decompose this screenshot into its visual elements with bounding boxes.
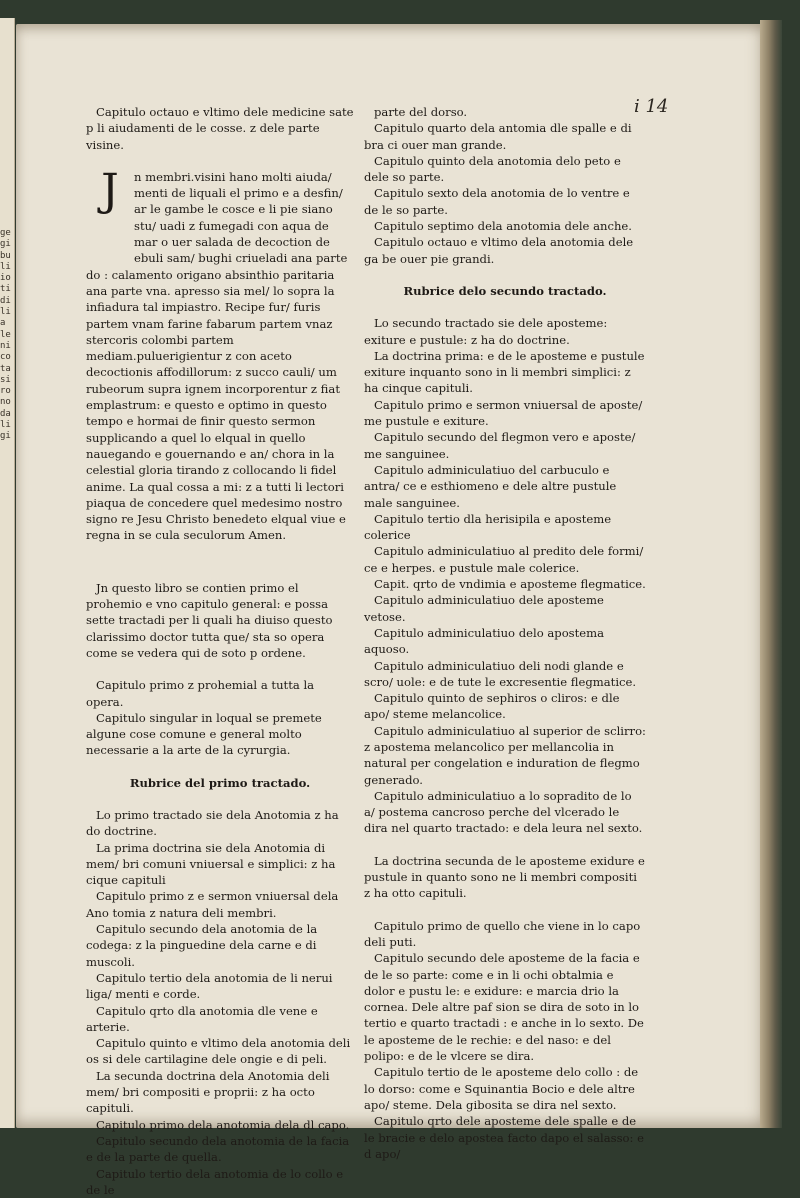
previous-page-fragment: bu bbox=[0, 250, 11, 261]
chapter-entry: Capitulo octauo e vltimo dele medicine sate p li aiudamenti de le cosse. z dele parte visine. bbox=[86, 105, 354, 152]
chapter-entry: La prima doctrina sie dela Anotomia di mem/ bri comuni vniuersal e simplici: z ha cique capituli bbox=[86, 840, 336, 888]
column-spacer bbox=[364, 299, 646, 315]
chapter-entry: Lo primo tractado sie dela Anotomia z ha do doctrine. bbox=[86, 807, 339, 839]
previous-page-fragment: ta bbox=[0, 363, 11, 374]
chapter-entry: Capitulo adminiculatiuo dele aposteme vetose. bbox=[364, 593, 604, 624]
chapter-entry: Lo secundo tractado sie dele aposteme: exiture e pustule: z ha do doctrine. bbox=[364, 316, 608, 347]
previous-page-fragment: ti bbox=[0, 284, 11, 295]
chapter-entry: Capitulo tertio dela anotomia de li nerui liga/ menti e corde. bbox=[86, 970, 333, 1002]
chapter-entry: Capitulo primo z e sermon vniuersal dela Ano tomia z natura deli membri. bbox=[86, 889, 339, 920]
chapter-entry: Capitulo qrto dele aposteme dele spalle e de le bracie e delo apostea facto dapo el salasso: e d apo/ bbox=[364, 1114, 644, 1161]
previous-page-fragment: ge bbox=[0, 228, 11, 238]
previous-page-fragment: li bbox=[0, 261, 11, 272]
chapter-entry: Capitulo secundo dela anotomia de la facia e de la parte de quella. bbox=[86, 1133, 350, 1165]
right-text-column bbox=[364, 104, 646, 1162]
column-spacer bbox=[364, 267, 646, 283]
chapter-entry: Capitulo adminiculatiuo deli nodi glande e scro/ uole: e de tute le excresentie flegmatice. bbox=[364, 658, 637, 689]
previous-page-fragment: io bbox=[0, 273, 11, 284]
chapter-entry: Capitulo quinto dela anotomia delo peto e dele so parte. bbox=[364, 153, 621, 185]
chapter-entry: Capitulo adminiculatiuo al superior de sclirro: z apostema melancolico per mellancolia in natural per congelation e induration de flegmo generado. bbox=[364, 723, 646, 787]
chapter-entry: Capitulo primo dela anotomia dela dl capo. bbox=[96, 1117, 350, 1132]
chapter-entry: Capit. qrto de vndimia e aposteme flegmatice. bbox=[374, 577, 646, 592]
decorated-initial: J bbox=[101, 164, 119, 216]
column-spacer bbox=[86, 759, 354, 775]
section-heading: Rubrice delo secundo tractado. bbox=[403, 283, 607, 298]
previous-page-fragment: ro bbox=[0, 386, 11, 397]
paragraph: Jn questo libro se contien primo el prohemio e vno capitulo general: e possa sette tractadi per li quali ha diuiso questo clarissimo doctor tutta que/ sta so opera come se vedera qui de soto p ordene. bbox=[86, 580, 333, 660]
chapter-entry: Capitulo primo de quello che viene in lo capo deli puti. bbox=[364, 918, 641, 949]
chapter-entry: Capitulo secundo dele aposteme de la facia e de le so parte: come e in li ochi obtalmia e dolor e pustu le: e exidure: e marcia drio la cornea. Dele altre paf sion se dira de soto in lo tertio e quarto tractadi : e anche in lo sexto. De le aposteme de le rechie: e del naso: e del polipo: e de le vlcere se dira. bbox=[364, 951, 644, 1064]
chapter-entry: Capitulo quinto de sephiros o cliros: e dle apo/ steme melancolice. bbox=[364, 691, 620, 722]
previous-page-fragment: co bbox=[0, 352, 11, 363]
chapter-entry: Capitulo adminiculatiuo delo apostema aquoso. bbox=[364, 625, 605, 657]
chapter-entry: Capitulo tertio dla herisipila e aposteme colerice bbox=[364, 511, 612, 543]
page-edge-shadow bbox=[760, 20, 782, 1128]
column-spacer bbox=[364, 902, 646, 918]
previous-page-fragment: li bbox=[0, 420, 11, 431]
chapter-entry: La doctrina prima: e de le aposteme e pustule exiture inquanto sono in li membri simplici: z ha cinque capituli. bbox=[364, 348, 645, 396]
previous-page-fragment: ni bbox=[0, 340, 11, 351]
section-heading: Rubrice del primo tractado. bbox=[129, 775, 311, 790]
chapter-entry: Capitulo adminiculatiuo al predito dele formi/ ce e herpes. e pustule male colerice. bbox=[364, 544, 644, 575]
previous-page-fragment: da bbox=[0, 408, 11, 419]
folio-number: i 14 bbox=[634, 96, 669, 117]
chapter-entry: Capitulo secundo dela anotomia de la codega: z la pinguedine dela carne e di muscoli. bbox=[86, 922, 318, 969]
chapter-entry: Capitulo adminiculatiuo a lo sopradito de lo a/ postema cancroso perche del vlcerado le dira nel quarto tractado: e dela leura nel sexto. bbox=[364, 788, 643, 836]
previous-page-fragment: di bbox=[0, 295, 11, 306]
chapter-entry: Capitulo primo e sermon vniuersal de aposte/ me pustule e exiture. bbox=[364, 397, 643, 429]
previous-page-fragment: gi bbox=[0, 431, 11, 442]
chapter-entry: Capitulo primo z prohemial a tutta la opera. bbox=[86, 678, 315, 709]
previous-page-fragment: si bbox=[0, 374, 11, 385]
chapter-entry: Capitulo quinto e vltimo dela anotomia deli os si dele cartilagine dele ongie e di peli. bbox=[86, 1036, 351, 1067]
previous-page-fragments bbox=[0, 228, 12, 443]
paragraph-text: n membri.visini hano molti aiuda/ menti de liquali el primo e a desfin/ ar le gambe le cosce e li pie siano stu/ uadi z fumegadi con aqua de mar o uer salada de decoction de ebuli sam/ bughi criueladi ana parte do : calamento origano absinthio paritaria ana parte vna. apresso sia mel/ lo sopra la infiadura tal impiastro. Recipe fur/ furis partem vnam farine fabarum partem vnaz stercoris colombi partem mediam.puluerigientur z con aceto decoctionis affodillorum: z succo cauli/ um rubeorum supra ignem incorporentur z fiat emplastrum: e questo e optimo in questo tempo e hormai de finir questo sermon supplicando a quel lo elqual in quello nauegando e gouernando e an/ chora in la celestial gloria tirando z collocando li fidel anime. La qual cossa a mi: z a tutti li lectori piaqua de concedere quel medesimo nostro signo re Jesu Christo benedeto elqual viue e regna in se cula seculorum Amen. bbox=[86, 169, 348, 543]
chapter-entry: Capitulo qrto dla anotomia dle vene e arterie. bbox=[86, 1003, 318, 1034]
chapter-entry: La doctrina secunda de le aposteme exidure e pustule in quanto sono ne li membri compositi z ha otto capituli. bbox=[364, 853, 645, 901]
column-spacer bbox=[86, 791, 354, 807]
previous-page-fragment: li bbox=[0, 307, 11, 318]
chapter-entry: Capitulo tertio de le aposteme delo collo : de lo dorso: come e Squinantia Bocio e dele altre apo/ steme. Dela gibosita se dira nel sexto. bbox=[364, 1065, 639, 1112]
left-text-column bbox=[86, 104, 354, 1198]
column-spacer bbox=[86, 661, 354, 677]
chapter-entry: parte del dorso. bbox=[374, 105, 468, 119]
column-spacer bbox=[86, 153, 354, 169]
chapter-entry: Capitulo septimo dela anotomia dele anche. bbox=[374, 219, 632, 234]
previous-page-fragment: gi bbox=[0, 239, 11, 250]
chapter-entry: Capitulo adminiculatiuo del carbuculo e antra/ ce e esthiomeno e dele altre pustule male sanguinee. bbox=[364, 462, 617, 510]
column-spacer bbox=[86, 544, 354, 580]
previous-page-fragment: le bbox=[0, 329, 11, 340]
chapter-entry: Capitulo quarto dela antomia dle spalle e di bra ci ouer man grande. bbox=[364, 121, 632, 152]
chapter-entry: La secunda doctrina dela Anotomia deli mem/ bri compositi e proprii: z ha octo capituli. bbox=[86, 1068, 330, 1116]
previous-page-edge bbox=[0, 18, 15, 1128]
chapter-entry: Capitulo singular in loqual se premete algune cose comune e general molto necessarie a la arte de la cyrurgia. bbox=[86, 710, 322, 758]
chapter-entry: Capitulo sexto dela anotomia de lo ventre e de le so parte. bbox=[364, 186, 630, 217]
previous-page-fragment: a bbox=[0, 318, 6, 329]
previous-page-fragment: no bbox=[0, 397, 11, 408]
chapter-entry: Capitulo secundo del flegmon vero e aposte/ me sanguinee. bbox=[364, 430, 636, 461]
paragraph-with-initial bbox=[86, 164, 354, 544]
chapter-entry: Capitulo tertio dela anotomia de lo collo e de le bbox=[86, 1166, 344, 1197]
column-spacer bbox=[364, 837, 646, 853]
chapter-entry: Capitulo octauo e vltimo dela anotomia dele ga be ouer pie grandi. bbox=[364, 235, 634, 266]
